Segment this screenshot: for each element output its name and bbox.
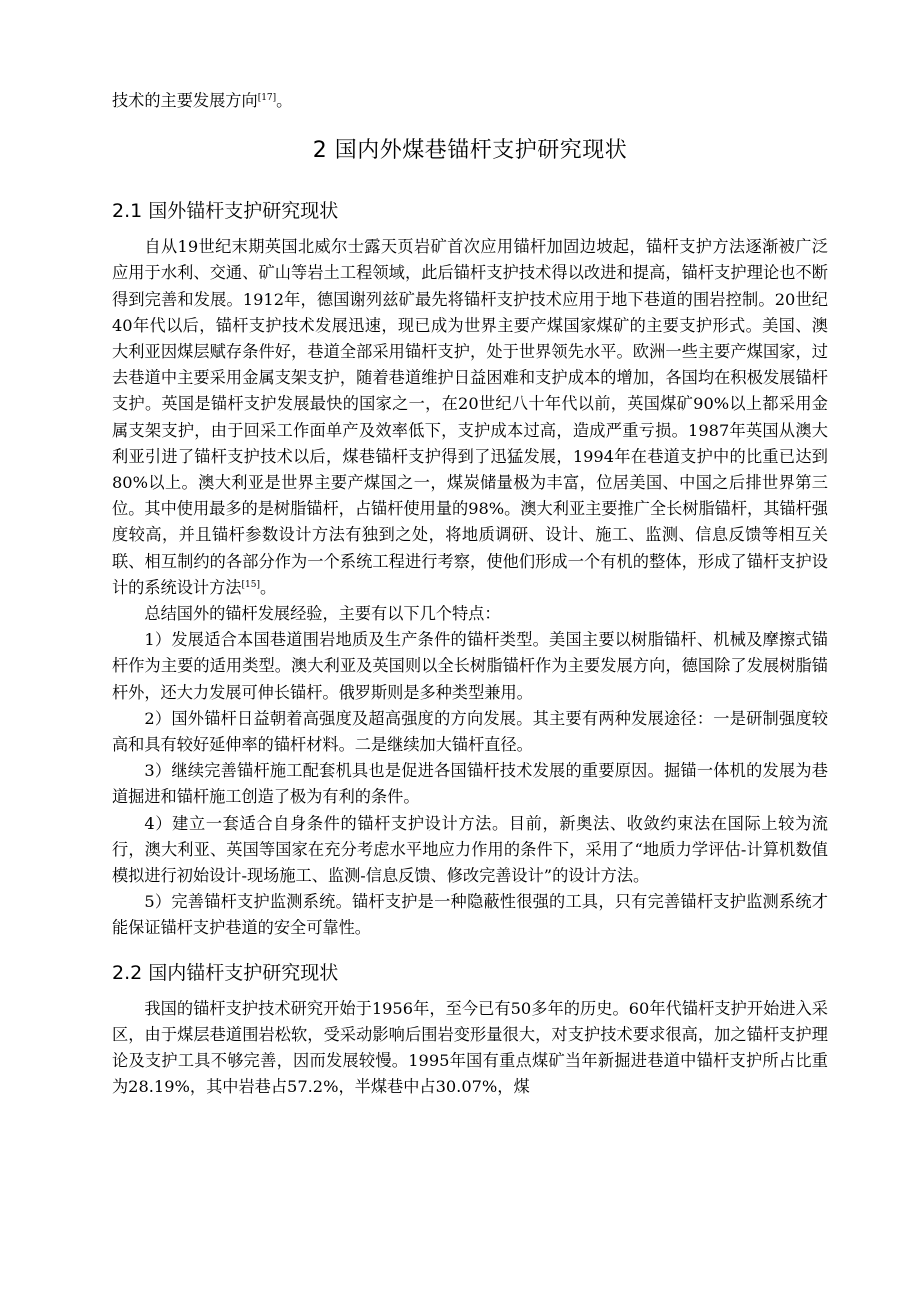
sentence-end: 。: [276, 91, 293, 110]
continued-paragraph: [112, 88, 828, 114]
citation-ref: [15]: [241, 579, 260, 590]
section-heading-2-1: 2.1 国外锚杆支护研究现状: [112, 200, 339, 223]
page-content: [112, 88, 828, 1101]
body-paragraph: 我国的锚杆支护技术研究开始于1956年，至今已有50多年的历史。60年代锚杆支护开始进入采区，由于煤层巷道围岩松软，受采动影响后围岩变形量很大，对支护技术要求很高，加之锚杆支护理论及支护工具不够完善，因而发展较慢。1995年国有重点煤矿当年新掘进巷道中锚杆支护所占比重为28.19%，其中岩巷占57.2%，半煤巷中占30.07%，煤: [112, 998, 828, 1097]
continued-text: 技术的主要发展方向: [112, 91, 258, 110]
summary-paragraph: 总结国外的锚杆发展经验，主要有以下几个特点：: [144, 604, 501, 624]
body-paragraph: [112, 234, 828, 601]
list-item-3: 3）继续完善锚杆施工配套机具也是促进各国锚杆技术发展的重要原因。掘锚一体机的发展为巷道掘进和锚杆施工创造了极为有利的条件。: [112, 761, 828, 807]
list-item-4: 4）建立一套适合自身条件的锚杆支护设计方法。目前，新奥法、收敛约束法在国际上较为流行，澳大利亚、英国等国家在充分考虑水平地应力作用的条件下，采用了“地质力学评估-计算机数值模拟进行初始设计-现场施工、监测-信息反馈、修改完善设计”的设计方法。: [112, 813, 828, 886]
list-item-2: 2）国外锚杆日益朝着高强度及超高强度的方向发展。其主要有两种发展途径：一是研制强度较高和具有较好延伸率的锚杆材料。二是继续加大锚杆直径。: [112, 708, 828, 755]
paragraph-text: 自从19世纪末期英国北威尔士露天页岩矿首次应用锚杆加固边坡起，锚杆支护方法逐渐被广泛应用于水利、交通、矿山等岩土工程领域，此后锚杆支护技术得以改进和提高，锚杆支护理论也不断得到完善和发展。1912年，德国谢列兹矿最先将锚杆支护技术应用于地下巷道的围岩控制。20世纪40年代以后，锚杆支护技术发展迅速，现已成为世界主要产煤国家煤矿的主要支护形式。美国、澳大利亚因煤层赋存条件好，巷道全部采用锚杆支护，处于世界领先水平。欧洲一些主要产煤国家，过去巷道中主要采用金属支架支护，随着巷道维护日益困难和支护成本的增加，各国均在积极发展锚杆支护。英国是锚杆支护发展最快的国家之一，在20世纪八十年代以前，英国煤矿90%以上都采用金属支架支护，由于回采工作面单产及效率低下，支护成本过高，造成严重亏损。1987年英国从澳大利亚引进了锚杆支护技术以后，煤巷锚杆支护得到了迅猛发展，1994年在巷道支护中的比重已达到80%以上。澳大利亚是世界主要产煤国之一，煤炭储量极为丰富，位居美国、中国之后排世界第三位。其中使用最多的是树脂锚杆，占锚杆使用量的98%。澳大利亚主要推广全长树脂锚杆，其锚杆强度较高，并且锚杆参数设计方法有独到之处，将地质调研、设计、施工、监测、信息反馈等相互关联、相互制约的各部分作为一个系统工程进行考察，使他们形成一个有机的整体，形成了锚杆支护设计的系统设计方法: [112, 237, 828, 597]
list-item-1: 1）发展适合本国巷道围岩地质及生产条件的锚杆类型。美国主要以树脂锚杆、机械及摩擦式锚杆作为主要的适用类型。澳大利亚及英国则以全长树脂锚杆作为主要发展方向，德国除了发展树脂锚杆外，还大力发展可伸长锚杆。俄罗斯则是多种类型兼用。: [112, 630, 828, 702]
sentence-end: 。: [259, 577, 277, 597]
list-item-5: 5）完善锚杆支护监测系统。锚杆支护是一种隐蔽性很强的工具，只有完善锚杆支护监测系统才能保证锚杆支护巷道的安全可靠性。: [112, 892, 828, 938]
citation-ref: [17]: [257, 93, 277, 103]
section-heading-2-2: 2.2 国内锚杆支护研究现状: [112, 961, 339, 984]
chapter-title: 2 国内外煤巷锚杆支护研究现状: [312, 138, 628, 164]
